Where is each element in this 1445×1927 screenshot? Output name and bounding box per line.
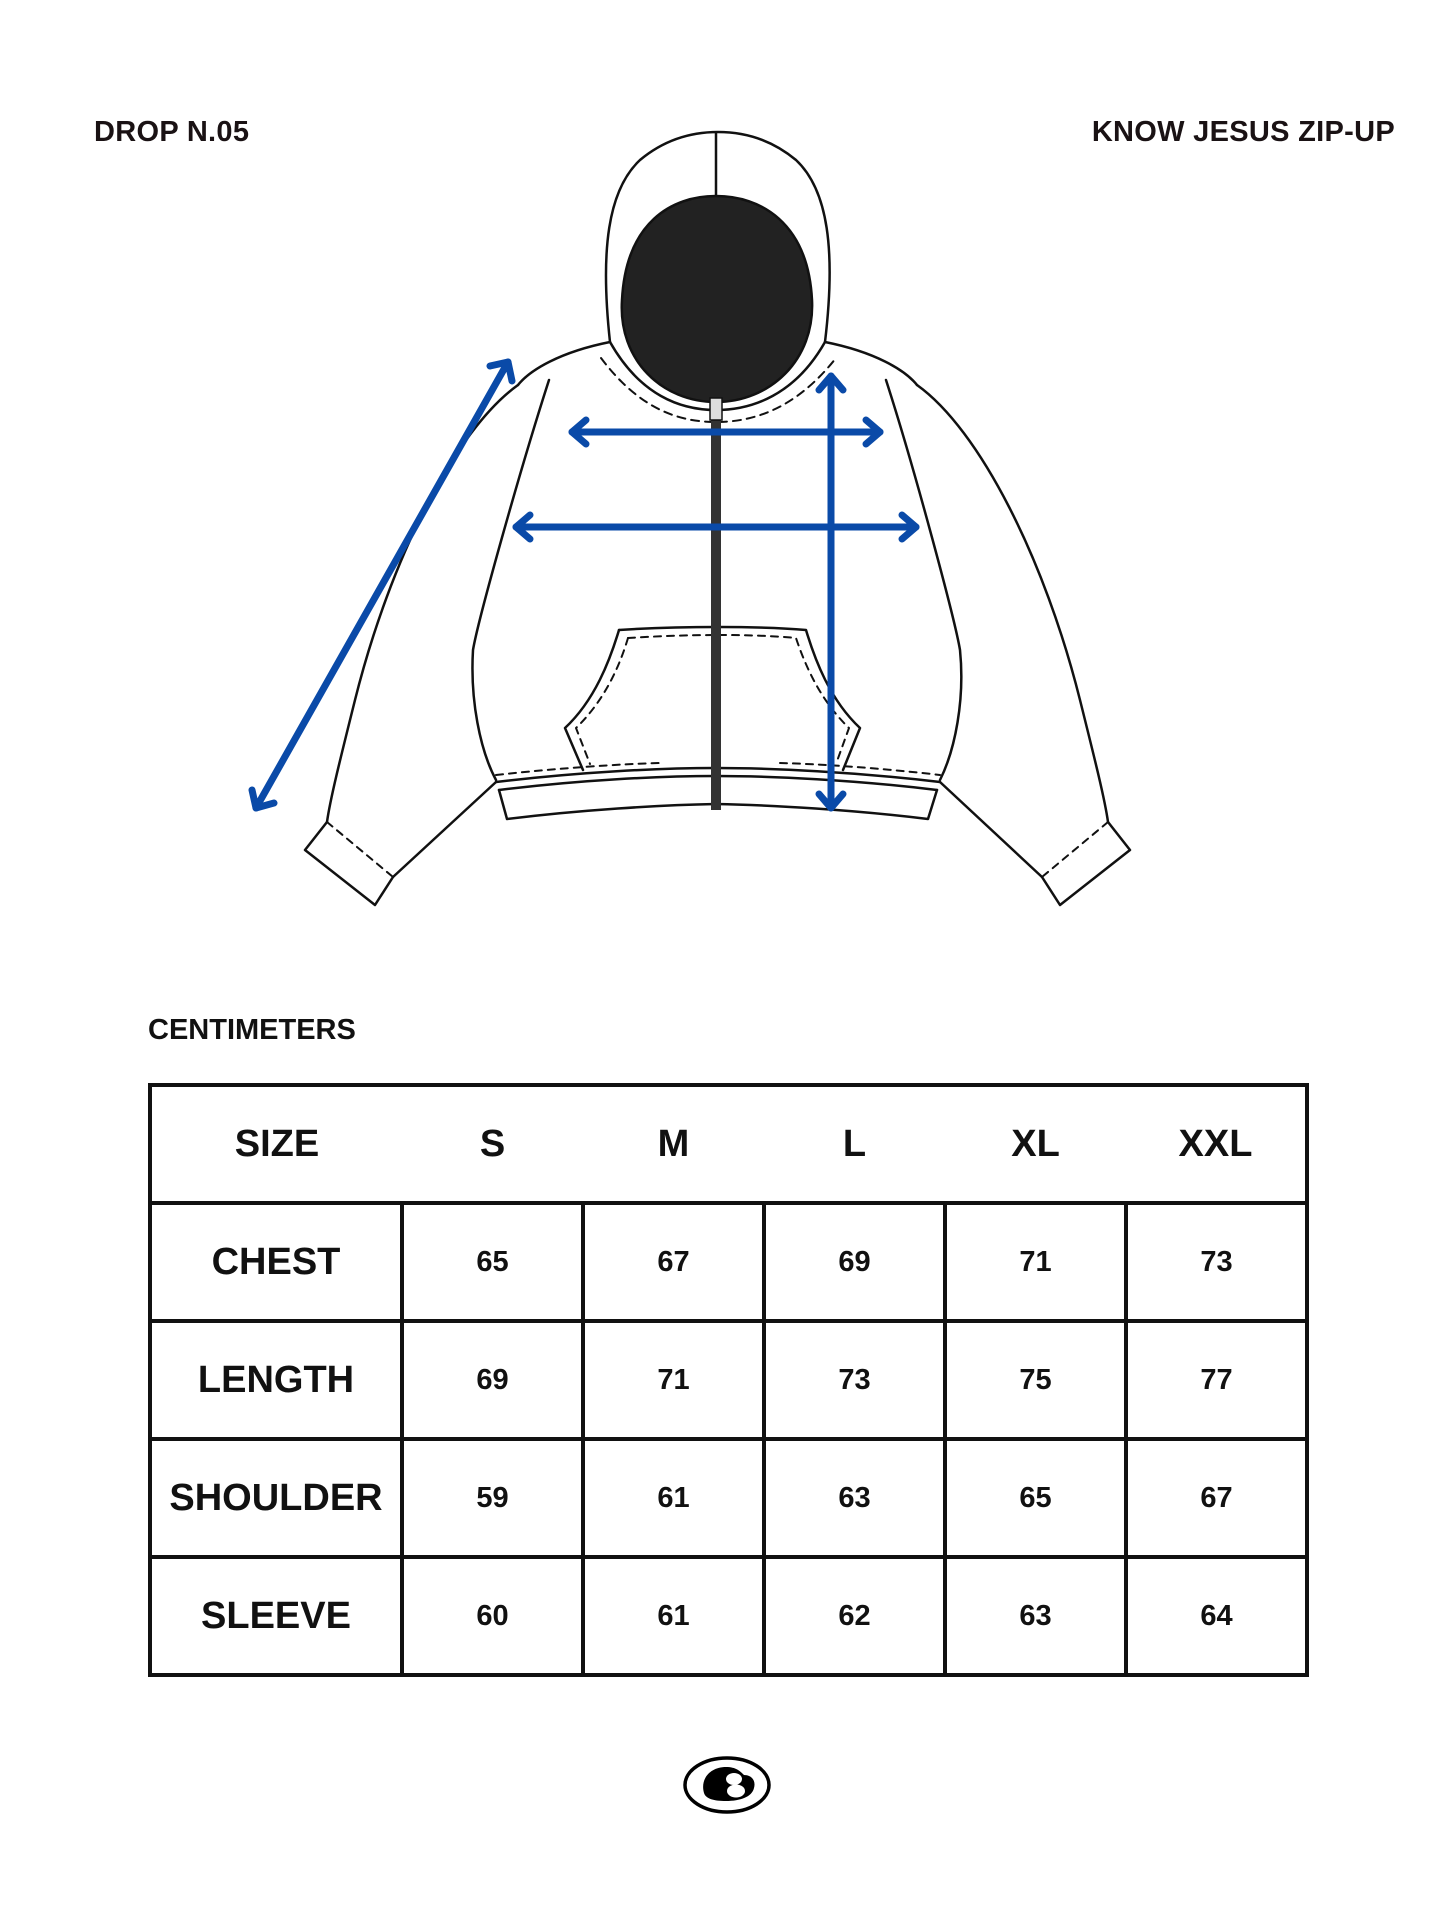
header-m: M xyxy=(583,1085,764,1203)
table-cell: 71 xyxy=(583,1321,764,1439)
table-cell: 61 xyxy=(583,1439,764,1557)
table-cell: 59 xyxy=(402,1439,583,1557)
zipper-pull xyxy=(710,398,722,420)
table-header-row xyxy=(150,1085,1307,1203)
brand-logo-icon xyxy=(682,1755,772,1815)
row-label: CHEST xyxy=(150,1203,402,1321)
product-name: KNOW JESUS ZIP-UP xyxy=(1091,116,1395,148)
table-cell: 75 xyxy=(945,1321,1126,1439)
zipper xyxy=(711,400,721,810)
size-chart-table xyxy=(148,1083,1309,1677)
header-size: SIZE xyxy=(150,1085,402,1203)
unit-label: CENTIMETERS xyxy=(148,1014,356,1046)
header-xl: XL xyxy=(945,1085,1126,1203)
table-cell: 67 xyxy=(583,1203,764,1321)
hood-opening xyxy=(622,196,812,402)
table-cell: 64 xyxy=(1126,1557,1307,1675)
table-cell: 73 xyxy=(764,1321,945,1439)
row-label: SHOULDER xyxy=(150,1439,402,1557)
table-row-chest xyxy=(150,1203,1307,1321)
table-cell: 65 xyxy=(945,1439,1126,1557)
table-cell: 60 xyxy=(402,1557,583,1675)
header-xxl: XXL xyxy=(1126,1085,1307,1203)
table-cell: 63 xyxy=(945,1557,1126,1675)
measurement-arrows xyxy=(252,362,916,808)
table-cell: 73 xyxy=(1126,1203,1307,1321)
table-row-length xyxy=(150,1321,1307,1439)
table-cell: 77 xyxy=(1126,1321,1307,1439)
table-cell: 61 xyxy=(583,1557,764,1675)
table-row-sleeve xyxy=(150,1557,1307,1675)
table-cell: 63 xyxy=(764,1439,945,1557)
header-s: S xyxy=(402,1085,583,1203)
header-l: L xyxy=(764,1085,945,1203)
table-cell: 69 xyxy=(764,1203,945,1321)
table-row-shoulder xyxy=(150,1439,1307,1557)
table-cell: 62 xyxy=(764,1557,945,1675)
table-cell: 65 xyxy=(402,1203,583,1321)
row-label: LENGTH xyxy=(150,1321,402,1439)
row-label: SLEEVE xyxy=(150,1557,402,1675)
hoodie-diagram xyxy=(0,0,1445,960)
drop-label: DROP N.05 xyxy=(94,116,250,148)
table-cell: 71 xyxy=(945,1203,1126,1321)
table-cell: 69 xyxy=(402,1321,583,1439)
sleeve-arrow xyxy=(256,362,508,808)
table-cell: 67 xyxy=(1126,1439,1307,1557)
